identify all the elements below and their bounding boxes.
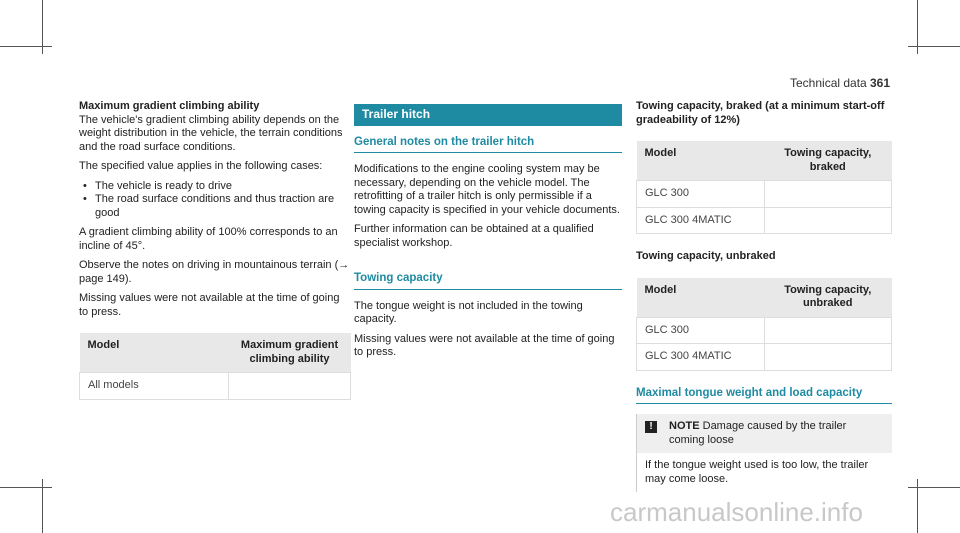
note-box (636, 414, 892, 492)
table-row (637, 207, 892, 234)
paragraph: Missing values were not available at the time of going to press. (79, 292, 340, 318)
table-row (637, 317, 892, 344)
section-title-bar: Trailer hitch (354, 104, 622, 126)
table-cell (229, 373, 351, 400)
column-gradient (79, 100, 351, 416)
table-cell: GLC 300 4MATIC (637, 344, 765, 371)
table-header: Model (637, 278, 765, 318)
paragraph: The vehicle's gradient climbing ability depends on the weight distribution in the vehicle, the terrain conditions and the road surface conditions. (79, 113, 343, 153)
note-label: NOTE (669, 420, 700, 432)
subsection-heading: Maximal tongue weight and load capacity (636, 387, 892, 405)
unbraked-heading: Towing capacity, unbraked (636, 250, 776, 262)
crop-mark (917, 479, 918, 533)
note-body: If the tongue weight used is too low, the trailer may come loose. (645, 459, 869, 485)
table-cell (764, 207, 892, 234)
warning-icon: ! (645, 421, 657, 433)
paragraph: Modifications to the engine cooling system may be necessary, depending on the vehicle model. The retrofitting of a trailer hitch is only permissible if a towing capacity is specified in your vehicle documents. (354, 163, 620, 216)
crop-mark (0, 46, 52, 47)
braked-heading: Towing capacity, braked (at a minimum start-off gradeability of 12%) (636, 100, 885, 126)
paragraph: A gradient climbing ability of 100% corresponds to an incline of 45°. (79, 226, 338, 252)
column-towing (636, 100, 892, 492)
paragraph: The tongue weight is not included in the towing capacity. (354, 299, 583, 325)
crop-mark (908, 46, 960, 47)
paragraph: Further information can be obtained at a qualified specialist workshop. (354, 223, 594, 249)
crop-mark (42, 0, 43, 54)
bullet-list (79, 180, 351, 221)
table-header: Model (637, 141, 765, 181)
crop-mark (0, 487, 52, 488)
table-row (80, 373, 351, 400)
subsection-heading: Towing capacity (354, 272, 622, 290)
list-item: • The vehicle is ready to drive (95, 180, 351, 194)
table-row (637, 344, 892, 371)
page-reference[interactable]: Observe the notes on driving in mountainous terrain (→ page 149). (79, 259, 350, 285)
unbraked-table (636, 278, 892, 371)
table-cell: GLC 300 (637, 181, 765, 208)
braked-table (636, 141, 892, 234)
paragraph: The specified value applies in the following cases: (79, 160, 323, 172)
table-row (637, 181, 892, 208)
crop-mark (908, 487, 960, 488)
table-header: Towing capacity, braked (764, 141, 892, 181)
gradient-heading: Maximum gradient climbing ability (79, 100, 260, 112)
table-header: Maximum gradient climbing ability (229, 333, 351, 373)
list-item: • The road surface conditions and thus traction are good (95, 193, 351, 220)
note-text: Damage caused by the trailer coming loose (669, 420, 847, 446)
paragraph: Missing values were not available at the time of going to press. (354, 332, 615, 358)
note-header (637, 414, 892, 453)
column-trailer-hitch (354, 104, 622, 366)
subsection-heading: General notes on the trailer hitch (354, 136, 622, 154)
table-cell (764, 317, 892, 344)
table-cell: GLC 300 (637, 317, 765, 344)
watermark: carmanualsonline.info (610, 497, 863, 527)
crop-mark (917, 0, 918, 54)
page-number: 361 (870, 76, 891, 90)
table-cell (764, 344, 892, 371)
table-header: Towing capacity, unbraked (764, 278, 892, 318)
crop-mark (42, 479, 43, 533)
table-header: Model (80, 333, 229, 373)
table-cell: All models (80, 373, 229, 400)
table-cell: GLC 300 4MATIC (637, 207, 765, 234)
header-section-title: Technical data (790, 76, 867, 90)
table-cell (764, 181, 892, 208)
gradient-table (79, 333, 351, 400)
